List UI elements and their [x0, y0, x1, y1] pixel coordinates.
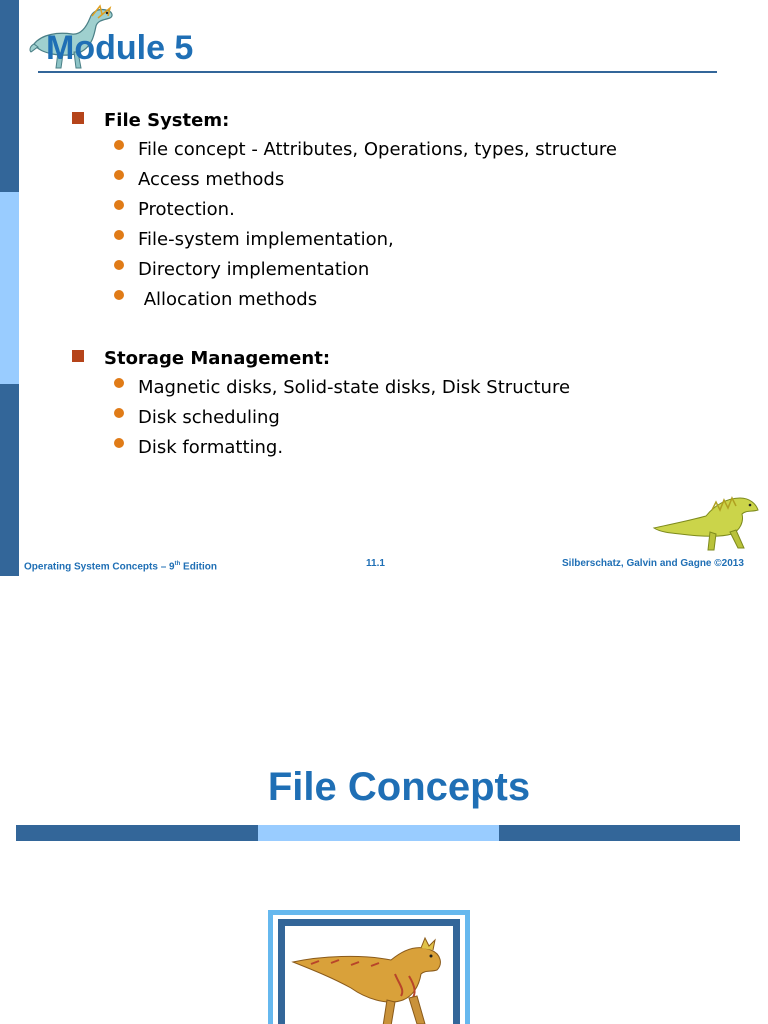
round-bullet-icon: [114, 378, 124, 388]
section-heading: Storage Management:: [104, 347, 331, 369]
list-item: File concept - Attributes, Operations, types, structure: [72, 134, 732, 164]
slide-content: [72, 106, 732, 462]
slide-title: File Concepts: [267, 765, 531, 809]
left-bar-segment: [0, 0, 19, 192]
round-bullet-icon: [114, 170, 124, 180]
list-item: Protection.: [72, 194, 732, 224]
section-file-system: [72, 106, 732, 314]
list-item: Magnetic disks, Solid-state disks, Disk Structure: [72, 372, 732, 402]
round-bullet-icon: [114, 290, 124, 300]
dinosaur-icon: [652, 488, 764, 554]
title-bar-segment: [16, 825, 258, 841]
picture-frame: [268, 910, 470, 1024]
list-item: Access methods: [72, 164, 732, 194]
round-bullet-icon: [114, 438, 124, 448]
dinosaur-picture: [291, 934, 447, 1024]
slide-2: [0, 576, 768, 1024]
list-item: Directory implementation: [72, 254, 732, 284]
list-item: Disk formatting.: [72, 432, 732, 462]
round-bullet-icon: [114, 140, 124, 150]
title-bar-segment: [258, 825, 499, 841]
square-bullet-icon: [72, 112, 84, 124]
list-item: Disk scheduling: [72, 402, 732, 432]
round-bullet-icon: [114, 200, 124, 210]
title-divider: [38, 71, 717, 73]
section-heading: File System:: [104, 109, 230, 131]
slide-title: Module 5: [46, 29, 194, 67]
left-bar-segment: [0, 384, 19, 576]
round-bullet-icon: [114, 408, 124, 418]
title-bar-segment: [499, 825, 740, 841]
footer-page-number: 11.1: [366, 558, 385, 569]
footer-right: Silberschatz, Galvin and Gagne ©2013: [562, 558, 744, 569]
list-item: File-system implementation,: [72, 224, 732, 254]
square-bullet-icon: [72, 350, 84, 362]
section-storage-management: [72, 344, 732, 462]
left-bar-segment: [0, 192, 19, 384]
list-item: Allocation methods: [72, 284, 732, 314]
round-bullet-icon: [114, 260, 124, 270]
round-bullet-icon: [114, 230, 124, 240]
footer-left: Operating System Concepts – 9th Edition: [24, 561, 217, 573]
